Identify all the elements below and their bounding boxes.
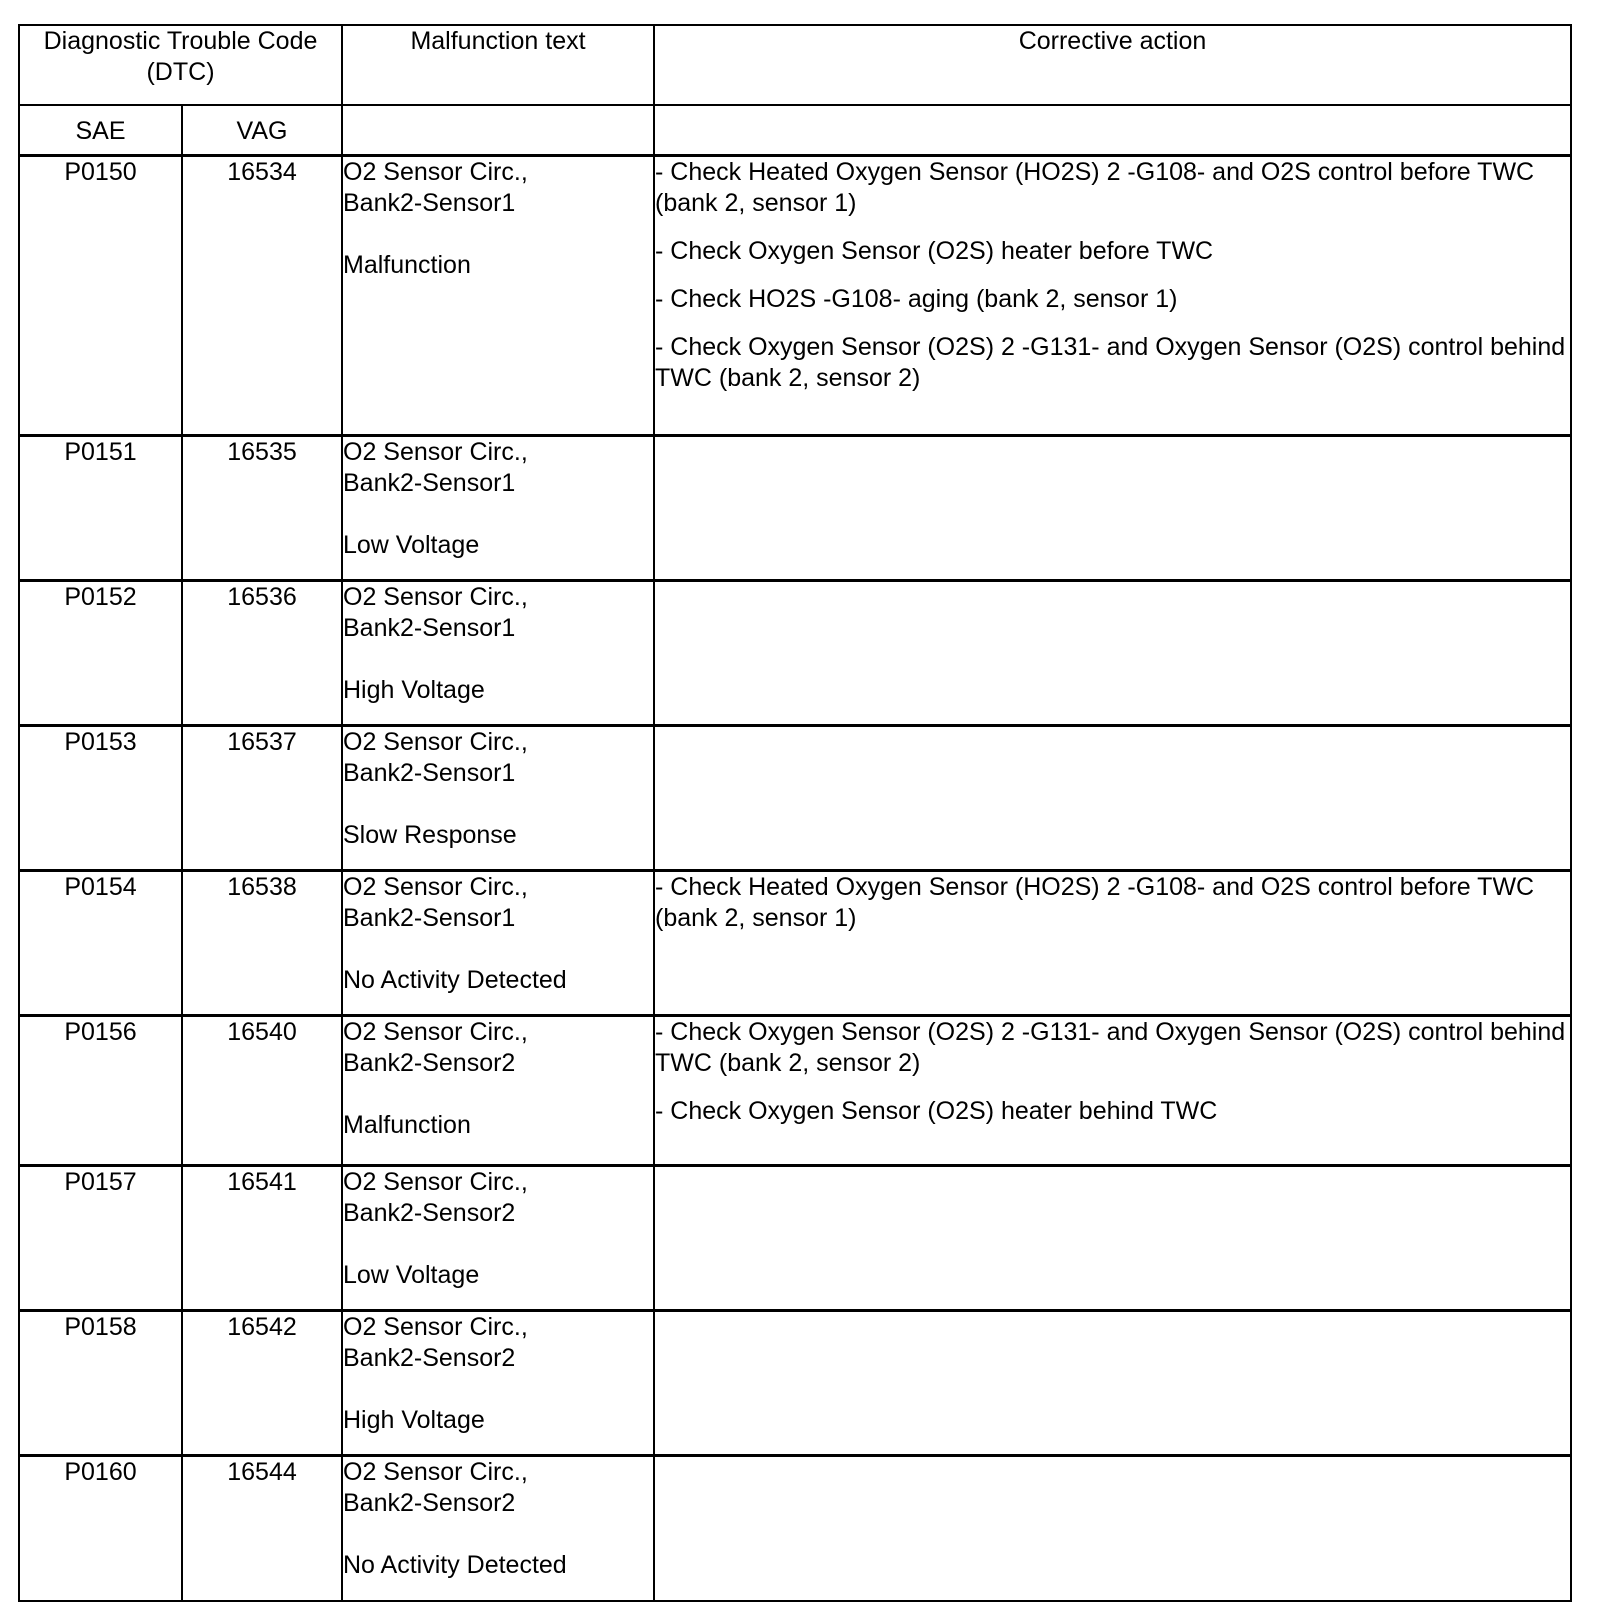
corrective-action-item: - Check Oxygen Sensor (O2S) heater behind TWC: [655, 1096, 1218, 1125]
table-row: [19, 1455, 1571, 1601]
malfunction-line: O2 Sensor Circ.,: [343, 157, 528, 186]
malfunction-line: O2 Sensor Circ.,: [343, 727, 528, 756]
sae-code-cell: P0156: [19, 1015, 182, 1165]
corrective-action-cell: [654, 870, 1571, 1015]
table-row: [19, 435, 1571, 580]
malfunction-type: No Activity Detected: [343, 965, 567, 994]
malfunction-type: Slow Response: [343, 820, 517, 849]
malfunction-line: O2 Sensor Circ.,: [343, 1017, 528, 1046]
malfunction-line: Bank2-Sensor2: [343, 1343, 516, 1372]
sae-code-cell: P0152: [19, 580, 182, 725]
malfunction-line: O2 Sensor Circ.,: [343, 1167, 528, 1196]
table-row: [19, 1015, 1571, 1165]
corrective-action-item: - Check Oxygen Sensor (O2S) 2 -G131- and Oxygen Sensor (O2S) control behind TWC (bank 2, sensor 2): [655, 1017, 1566, 1077]
corrective-action-cell: [654, 580, 1571, 725]
vag-code-cell: 16542: [182, 1310, 342, 1455]
vag-code-cell: 16536: [182, 580, 342, 725]
sae-code-cell: P0157: [19, 1165, 182, 1310]
table-row: [19, 725, 1571, 870]
corrective-action-cell: [654, 1310, 1571, 1455]
corrective-action-item: - Check Oxygen Sensor (O2S) 2 -G131- and Oxygen Sensor (O2S) control behind TWC (bank 2, sensor 2): [655, 332, 1566, 392]
corrective-action-item: - Check HO2S -G108- aging (bank 2, sensor 1): [655, 284, 1178, 313]
subheader-empty-cell: [654, 105, 1571, 155]
vag-code-cell: 16541: [182, 1165, 342, 1310]
malfunction-line: Bank2-Sensor1: [343, 758, 516, 787]
corrective-action-item: - Check Oxygen Sensor (O2S) heater before TWC: [655, 236, 1214, 265]
table-row: [19, 155, 1571, 435]
malfunction-type: High Voltage: [343, 675, 485, 704]
dtc-table: [18, 24, 1572, 1602]
malfunction-text-cell: [342, 435, 654, 580]
table-subheader-row: [19, 105, 1571, 155]
table-row: [19, 1165, 1571, 1310]
malfunction-type: Low Voltage: [343, 1260, 480, 1289]
corrective-action-cell: [654, 1455, 1571, 1601]
malfunction-line: Bank2-Sensor1: [343, 903, 516, 932]
malfunction-text-cell: [342, 580, 654, 725]
malfunction-line: O2 Sensor Circ.,: [343, 582, 528, 611]
malfunction-text-cell: [342, 870, 654, 1015]
corrective-action-item: - Check Heated Oxygen Sensor (HO2S) 2 -G108- and O2S control before TWC (bank 2, sensor 1): [655, 157, 1535, 217]
table-row: [19, 580, 1571, 725]
corrective-action-cell: [654, 155, 1571, 435]
corrective-action-cell: [654, 725, 1571, 870]
malfunction-line: O2 Sensor Circ.,: [343, 872, 528, 901]
corrective-action-cell: [654, 1165, 1571, 1310]
sae-code-cell: P0150: [19, 155, 182, 435]
vag-code-cell: 16540: [182, 1015, 342, 1165]
table-row: [19, 870, 1571, 1015]
malfunction-line: Bank2-Sensor1: [343, 468, 516, 497]
table-body: [19, 155, 1571, 1601]
malfunction-type: Malfunction: [343, 250, 471, 279]
malfunction-type: Malfunction: [343, 1110, 471, 1139]
malfunction-text-cell: [342, 155, 654, 435]
vag-code-cell: 16535: [182, 435, 342, 580]
malfunction-type: Low Voltage: [343, 530, 480, 559]
corrective-action-cell: [654, 1015, 1571, 1165]
malfunction-text-cell: [342, 1165, 654, 1310]
malfunction-text-cell: [342, 1310, 654, 1455]
sae-code-cell: P0153: [19, 725, 182, 870]
sae-code-cell: P0158: [19, 1310, 182, 1455]
header-dtc: Diagnostic Trouble Code (DTC): [19, 25, 342, 105]
header-corrective-action: Corrective action: [654, 25, 1571, 105]
header-vag: VAG: [182, 105, 342, 155]
malfunction-line: O2 Sensor Circ.,: [343, 437, 528, 466]
vag-code-cell: 16544: [182, 1455, 342, 1601]
header-sae: SAE: [19, 105, 182, 155]
malfunction-text-cell: [342, 1015, 654, 1165]
vag-code-cell: 16534: [182, 155, 342, 435]
malfunction-line: Bank2-Sensor2: [343, 1198, 516, 1227]
malfunction-text-cell: [342, 1455, 654, 1601]
malfunction-line: Bank2-Sensor1: [343, 613, 516, 642]
vag-code-cell: 16537: [182, 725, 342, 870]
table-row: [19, 1310, 1571, 1455]
malfunction-text-cell: [342, 725, 654, 870]
sae-code-cell: P0154: [19, 870, 182, 1015]
sae-code-cell: P0151: [19, 435, 182, 580]
malfunction-line: Bank2-Sensor2: [343, 1048, 516, 1077]
table-header-row: [19, 25, 1571, 105]
subheader-empty-cell: [342, 105, 654, 155]
header-malfunction-text: Malfunction text: [342, 25, 654, 105]
malfunction-line: O2 Sensor Circ.,: [343, 1457, 528, 1486]
malfunction-line: O2 Sensor Circ.,: [343, 1312, 528, 1341]
malfunction-type: No Activity Detected: [343, 1550, 567, 1579]
vag-code-cell: 16538: [182, 870, 342, 1015]
sae-code-cell: P0160: [19, 1455, 182, 1601]
corrective-action-item: - Check Heated Oxygen Sensor (HO2S) 2 -G108- and O2S control before TWC (bank 2, sensor 1): [655, 872, 1535, 932]
malfunction-line: Bank2-Sensor2: [343, 1488, 516, 1517]
malfunction-line: Bank2-Sensor1: [343, 188, 516, 217]
corrective-action-cell: [654, 435, 1571, 580]
malfunction-type: High Voltage: [343, 1405, 485, 1434]
